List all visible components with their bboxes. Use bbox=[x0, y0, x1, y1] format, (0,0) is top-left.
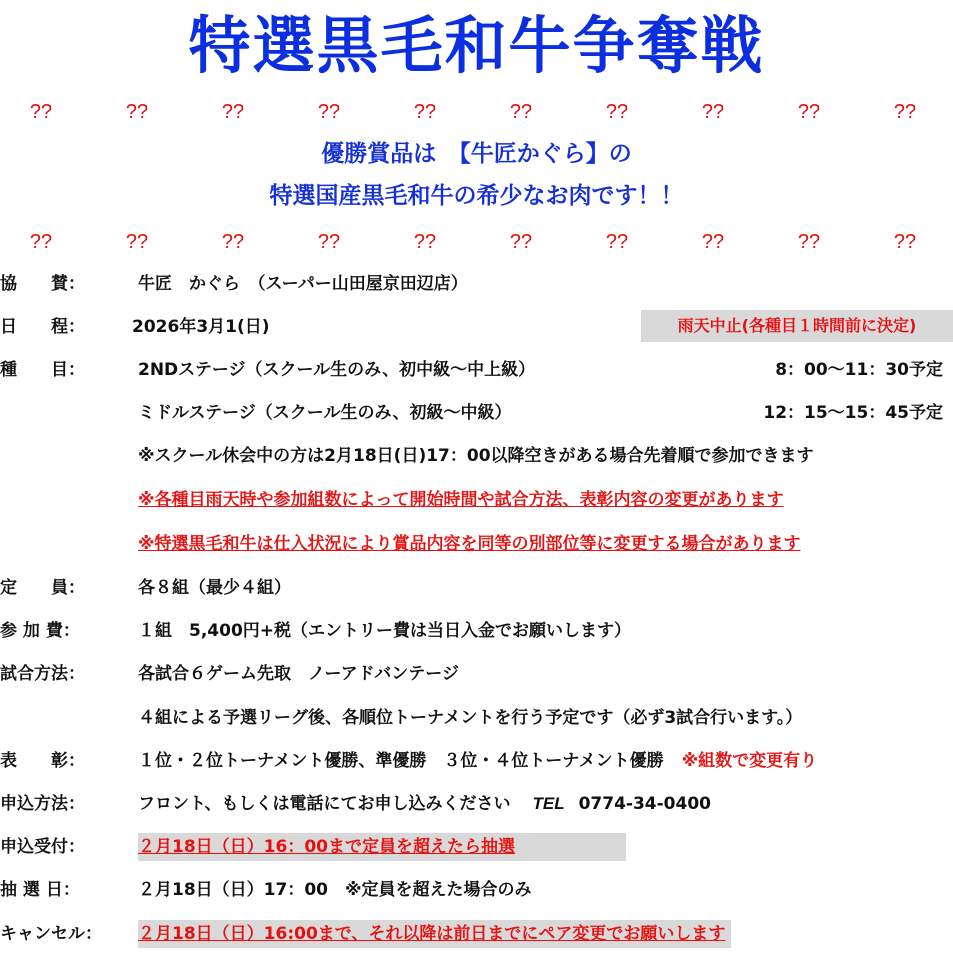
decor-mark: ?? bbox=[509, 231, 533, 253]
apply-deadline-value: ２月18日（日）16：00まで定員を超えたら抽選 bbox=[138, 833, 626, 861]
apply-method-label: 申込方法： bbox=[0, 794, 85, 814]
decor-mark: ?? bbox=[221, 231, 245, 253]
events-note-suspended: ※スクール休会中の方は2月18日(日)17：00以降空きがある場合先着順で参加できます bbox=[138, 446, 814, 466]
prize-headline-1: 優勝賞品は 【牛匠かぐら】の bbox=[321, 141, 632, 167]
decor-mark: ?? bbox=[221, 101, 245, 123]
phone-number: 0774-34-0400 bbox=[578, 794, 711, 814]
sponsor-label: 協 賛： bbox=[0, 274, 85, 294]
capacity-value: 各８組（最少４組） bbox=[138, 578, 291, 598]
apply-deadline-label: 申込受付： bbox=[0, 837, 85, 857]
events-note-prize-change: ※特選黒毛和牛は仕入状況により賞品内容を同等の別部位等に変更する場合があります bbox=[138, 534, 801, 554]
prize-headline-2: 特選国産黒毛和牛の希少なお肉です！！ bbox=[269, 183, 684, 209]
awards-text: １位・２位トーナメント優勝、準優勝 ３位・４位トーナメント優勝 bbox=[138, 751, 664, 771]
decor-row-bottom bbox=[0, 228, 953, 256]
event-2nd-stage-time: 8：00～11：30予定 bbox=[775, 360, 943, 380]
apply-method-text: フロント、もしくは電話にてお申し込みください bbox=[138, 794, 511, 814]
page-title: 特選黒毛和牛争奪戦 bbox=[188, 9, 765, 82]
decor-row-top bbox=[0, 98, 953, 126]
fee-value: １組 5,400円+税（エントリー費は当日入金でお願いします） bbox=[138, 621, 632, 641]
cancel-label: キャンセル： bbox=[0, 924, 102, 944]
apply-method-value bbox=[138, 790, 711, 818]
capacity-label: 定 員： bbox=[0, 578, 85, 598]
decor-mark: ?? bbox=[29, 101, 53, 123]
rain-cancel-note: 雨天中止(各種目１時間前に決定) bbox=[641, 310, 953, 342]
decor-mark: ?? bbox=[317, 231, 341, 253]
lottery-label: 抽 選 日： bbox=[0, 880, 80, 900]
decor-mark: ?? bbox=[125, 231, 149, 253]
decor-mark: ?? bbox=[797, 231, 821, 253]
lottery-value: ２月18日（日）17：00 ※定員を超えた場合のみ bbox=[138, 880, 532, 900]
decor-mark: ?? bbox=[413, 101, 437, 123]
decor-mark: ?? bbox=[605, 231, 629, 253]
date-value: 2026年3月1(日) bbox=[132, 317, 270, 337]
decor-mark: ?? bbox=[509, 101, 533, 123]
date-label: 日 程： bbox=[0, 317, 85, 337]
decor-mark: ?? bbox=[29, 231, 53, 253]
decor-mark: ?? bbox=[605, 101, 629, 123]
awards-value bbox=[138, 747, 817, 775]
tel-label: TEL bbox=[532, 794, 565, 813]
awards-label: 表 彰： bbox=[0, 751, 85, 771]
match-format-line2: ４組による予選リーグ後、各順位トーナメントを行う予定です（必ず3試合行います。） bbox=[138, 708, 803, 728]
decor-mark: ?? bbox=[125, 101, 149, 123]
decor-mark: ?? bbox=[893, 231, 917, 253]
match-format-line1: 各試合６ゲーム先取 ノーアドバンテージ bbox=[138, 664, 459, 684]
events-label: 種 目： bbox=[0, 360, 85, 380]
decor-mark: ?? bbox=[317, 101, 341, 123]
fee-label: 参 加 費： bbox=[0, 621, 80, 641]
awards-note: ※組数で変更有り bbox=[681, 751, 818, 771]
events-note-change: ※各種目雨天時や参加組数によって開始時間や試合方法、表彰内容の変更があります bbox=[138, 490, 784, 510]
cancel-value: ２月18日（日）16:00まで、それ以降は前日までにペア変更でお願いします bbox=[138, 920, 731, 948]
event-middle-stage: ミドルステージ（スクール生のみ、初級～中級） bbox=[138, 403, 512, 423]
match-format-label: 試合方法： bbox=[0, 664, 85, 684]
event-middle-stage-time: 12：15～15：45予定 bbox=[763, 403, 943, 423]
event-2nd-stage: 2NDステージ（スクール生のみ、初中級～中上級） bbox=[138, 360, 536, 380]
sponsor-value: 牛匠 かぐら （スーパー山田屋京田辺店） bbox=[138, 274, 468, 294]
decor-mark: ?? bbox=[413, 231, 437, 253]
decor-mark: ?? bbox=[701, 101, 725, 123]
decor-mark: ?? bbox=[893, 101, 917, 123]
decor-mark: ?? bbox=[797, 101, 821, 123]
decor-mark: ?? bbox=[701, 231, 725, 253]
